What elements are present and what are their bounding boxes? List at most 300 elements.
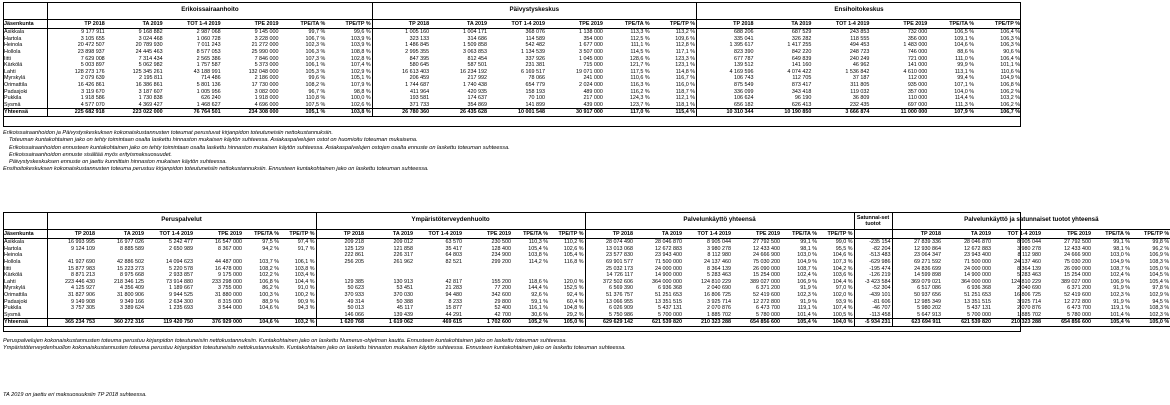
cell-value: 27 792 500 [1064, 239, 1092, 246]
total-value: 26 780 360 [372, 109, 430, 117]
cell-value: 354 000 [583, 35, 603, 42]
cell-value: 1 757 587 [196, 62, 221, 69]
cell-value: 23 577 830 [585, 252, 634, 259]
cell-value: 314 686 [467, 35, 488, 42]
cell-value: 139 512 [697, 62, 755, 69]
cell-value: 114,8 % [675, 68, 695, 75]
cell-value: 51 376 757 [585, 292, 634, 299]
cell-value: 5 283 463 [707, 272, 732, 279]
cell-value: 2 040 690 [707, 285, 732, 292]
member-name: Asikkala [4, 239, 25, 246]
cell-value: 141 000 [907, 62, 928, 69]
column-header: TOT 1-4 2019 [812, 20, 870, 29]
cell-value: 337 926 [525, 55, 545, 62]
cell-value: 106,3 % [305, 48, 326, 55]
cell-value: 104,2 % [832, 265, 853, 272]
cell-value: 2 987 068 [196, 29, 221, 36]
cell-value: 26 090 000 [753, 265, 781, 272]
cell-value: 19 071 000 [575, 68, 603, 75]
cell-value: 7 314 434 [138, 55, 163, 62]
cell-value: 16 806 725 [1014, 291, 1042, 298]
cell-value [316, 265, 365, 272]
cell-value: 847 395 [372, 55, 430, 62]
cell-value: 27 792 500 [753, 239, 781, 246]
member-name: Padasjoki [4, 298, 28, 305]
cell-value: 5 003 897 [48, 62, 106, 69]
cell-value: 124,3 % [629, 95, 650, 102]
cell-value: 119,1 % [1110, 305, 1131, 312]
column-header: TOT 1-4 2019 [145, 230, 194, 239]
cell-value: 108,3 % [1149, 305, 1170, 312]
column-header: TPE 2019 [194, 230, 243, 239]
cell-value [96, 312, 145, 319]
cell-value: 17 730 000 [251, 81, 279, 88]
cell-value: 714 486 [201, 75, 221, 82]
column-header: TPE/TA % [604, 20, 651, 29]
column-header-member: Jäsenkunta [3, 20, 48, 29]
table-row [3, 75, 1021, 82]
cell-value: 102,6 % [350, 101, 371, 108]
cell-value: -235 154 [854, 239, 892, 246]
cell-value: 104,6 % [259, 305, 279, 312]
table-row [3, 82, 1021, 89]
cell-value: 20 789 930 [135, 42, 163, 49]
cell-value: 256 205 [316, 259, 365, 266]
member-name: Hartola [4, 35, 22, 42]
cell-value: 71 500 000 [964, 258, 992, 265]
cell-value: 16 478 000 [215, 265, 242, 272]
column-header: TP 2018 [372, 20, 430, 29]
column-header [854, 230, 892, 239]
group-header-2: Päivystyskeskus [372, 2, 696, 20]
table-row [3, 292, 1170, 299]
cell-value: 1 468 627 [196, 101, 221, 108]
cell-value [549, 265, 585, 272]
cell-value: 721 000 [907, 55, 928, 62]
cell-value: 51 251 653 [964, 291, 992, 298]
cell-value: 63 570 [445, 239, 462, 246]
cell-value: 103,9 % [350, 35, 371, 42]
cell-value: 70 100 [528, 95, 545, 102]
cell-value: 3 755 000 [218, 285, 242, 292]
cell-value: 209 012 [393, 239, 413, 246]
cell-value: 5 062 982 [138, 62, 163, 69]
cell-value: 222 861 [316, 252, 365, 259]
column-header: TPE/TA % [781, 230, 818, 239]
cell-value: 52 400 [494, 305, 511, 312]
cell-value: 102,3 % [1149, 311, 1170, 318]
cell-value: 370 933 [316, 292, 365, 299]
cell-value: 746 000 [907, 48, 928, 55]
cell-value: 5 700 000 [658, 311, 683, 318]
table-row [3, 88, 1021, 95]
cell-value: 823 390 [697, 49, 755, 56]
cell-value: 12 930 864 [892, 246, 942, 253]
cell-value: 357 000 [907, 88, 928, 95]
cell-value: 13 066 955 [585, 298, 634, 305]
cell-value: 15 254 000 [1064, 272, 1092, 279]
cell-value: 124 810 229 [1011, 278, 1042, 285]
cell-value: 8 905 044 [1017, 239, 1042, 246]
cell-value: 108,7 % [1110, 265, 1131, 272]
total-value: 210 323 288 [992, 319, 1042, 327]
cell-value: 6 473 700 [1067, 305, 1092, 312]
cell-value: 6 936 368 [658, 285, 683, 292]
cell-value: -126 219 [854, 272, 892, 279]
cell-value: 104,8 % [563, 305, 584, 312]
cell-value: 29,2 % [566, 311, 584, 318]
cell-value: 626 413 [791, 101, 812, 108]
cell-value: 16 806 725 [704, 291, 732, 298]
table-row [3, 62, 1021, 69]
table-row [3, 272, 1170, 279]
cell-value: 91,9 % [1113, 298, 1131, 305]
cell-value: 97,0 % [835, 285, 853, 292]
cell-value: 4 074 422 [787, 68, 812, 75]
cell-value: 129 385 [316, 279, 365, 286]
cell-value: 106,9 % [797, 278, 818, 285]
member-name: Hartola [4, 245, 22, 252]
note-line: Erikoissairaanhoidon ennuste sisältää myös erityismaksuosuudet. [9, 151, 172, 158]
column-header: TA 2019 [365, 230, 414, 239]
cell-value: 104,4 % [294, 278, 315, 285]
cell-value: 3 119 670 [48, 88, 106, 95]
cell-value: 106,1 % [305, 62, 326, 69]
cell-value: 8 112 980 [1017, 252, 1042, 259]
cell-value: 108,7 % [797, 265, 818, 272]
cell-value: 99,8 % [1152, 239, 1170, 246]
total-value: 107,9 % [928, 109, 975, 117]
cell-value: 106 743 [697, 75, 755, 82]
cell-value: 104,4 % [832, 278, 853, 285]
cell-value: 95,5 % [835, 245, 853, 252]
cell-value: 107,9 % [350, 81, 371, 88]
cell-value: 21 272 000 [251, 42, 279, 49]
total-value: 104,6 % [243, 319, 280, 327]
cell-value: 20 472 507 [48, 42, 106, 49]
cell-value: 98,1 % [800, 245, 818, 252]
cell-value: 28 046 870 [655, 239, 683, 246]
cell-value: 389 027 000 [750, 278, 781, 285]
cell-value: 111,1 % [630, 42, 650, 49]
total-row [3, 109, 1021, 117]
cell-value: 6 473 700 [756, 305, 781, 312]
column-header: TP 2018 [48, 20, 106, 29]
cell-value: 101,1 % [1000, 62, 1020, 69]
table-row [3, 259, 1170, 266]
cell-value: 102,8 % [350, 55, 371, 62]
cell-value: 372 502 606 [585, 279, 634, 286]
cell-value: 37 187 [852, 75, 870, 82]
cell-value: 103,7 % [259, 258, 279, 265]
cell-value: 100,3 % [259, 291, 279, 298]
table-row [3, 95, 1021, 102]
cell-value: 489 000 [583, 88, 603, 95]
cell-value: 12 272 800 [1064, 298, 1092, 305]
note-line: Ensihoitokeskuksen kokonaiskustannusten toteuma perustuu kirjanpidon toteutuneisiin nettokustannuksiin. Ennusteen kuntakohtainen jako on laskettu toteuman suhteessa. [3, 166, 429, 173]
total-value: 103,8 % [326, 109, 372, 117]
cell-value: 106,5 % [954, 29, 975, 36]
column-header: TP 2018 [585, 230, 634, 239]
cell-value [280, 252, 316, 259]
column-header: TPE/TP % [280, 230, 316, 239]
cell-value: 28 074 490 [585, 239, 634, 246]
column-header: TOT 1-4 2019 [992, 230, 1042, 239]
cell-value: 3 507 000 [578, 48, 603, 55]
cell-value: 106,4 % [1000, 29, 1020, 36]
cell-value: 3 925 714 [1017, 298, 1042, 305]
cell-value: 103,4 % [294, 272, 315, 279]
cell-value: 73 914 880 [166, 278, 193, 285]
cell-value: 9 145 000 [254, 29, 279, 36]
cell-value: 226 317 [393, 252, 413, 259]
cell-value [47, 252, 96, 259]
cell-value [512, 265, 549, 272]
cell-value: 91,9 % [1113, 285, 1131, 292]
cell-value: 9 124 109 [47, 246, 96, 253]
cell-value: 90,6 % [1003, 48, 1020, 55]
cell-value: 8 233 [448, 298, 462, 305]
cell-value: 144,4 % [528, 285, 548, 292]
cell-value: 326 282 [791, 35, 812, 42]
cell-value: 104,9 % [1000, 75, 1020, 82]
cell-value: 1 486 845 [372, 42, 430, 49]
cell-value: 231 381 [525, 62, 545, 69]
cell-value [243, 252, 280, 259]
cell-value: 31 880 000 [215, 291, 242, 298]
cell-value: 94,3 % [297, 305, 315, 312]
table-row [3, 305, 1170, 312]
notes-top [3, 130, 510, 174]
cell-value: 3 228 000 [254, 35, 279, 42]
cell-value: 99,1 % [1113, 239, 1131, 246]
total-value: 654 856 600 [1042, 319, 1092, 327]
cell-value: 174 637 [467, 95, 488, 102]
cell-value: 118,7 % [675, 88, 695, 95]
column-header-member: Jäsenkunta [3, 230, 47, 239]
cell-value: 113,1 % [954, 68, 975, 75]
cell-value: 27 839 336 [892, 239, 942, 246]
cell-value: 9 175 000 [218, 272, 242, 279]
table-row [3, 265, 1170, 272]
cell-value: 108,8 % [350, 48, 371, 55]
cell-value: 98,8 % [353, 88, 371, 95]
cell-value: 45 117 [396, 305, 413, 312]
note-line: Erikoissairaanhoidon ja Päivystyskeskuksen kokonaiskustannusten toteumat perustuvat kirjanpidon toteutuneisiin nettokustannuksiin. [3, 130, 333, 136]
total-value: 104,0 % [818, 319, 854, 327]
cell-value: 14 900 000 [655, 272, 683, 279]
cell-value: 8 112 980 [707, 252, 732, 259]
cell-value: 1 677 000 [578, 42, 603, 49]
cell-value: 104,9 % [1110, 258, 1131, 265]
total-value: 623 694 911 [892, 319, 942, 327]
cell-value: 24 836 699 [892, 265, 942, 272]
cell-value: 130 913 [393, 278, 413, 285]
cell-value: 106,3 % [1000, 42, 1020, 49]
cell-value: 105,4 % [528, 245, 548, 252]
cell-value: 370 030 [393, 291, 413, 298]
cell-value: 106,8 % [1000, 81, 1020, 88]
member-name: Padasjoki [4, 88, 28, 95]
column-header: TPE 2019 [546, 20, 604, 29]
cell-value: 75 030 200 [753, 258, 781, 265]
cell-value: 114,5 % [630, 48, 650, 55]
cell-value [414, 265, 463, 272]
cell-value: 1 536 842 [845, 68, 870, 75]
column-header: TA 2019 [942, 230, 992, 239]
cell-value: 12 672 883 [655, 245, 683, 252]
member-name: Pukkila [4, 95, 22, 102]
cell-value: 2 995 355 [372, 49, 430, 56]
cell-value: 16 993 995 [47, 239, 96, 246]
cell-value: 118 555 [850, 35, 870, 42]
column-header: TPE/TP % [818, 230, 854, 239]
total-value: 119 420 750 [145, 319, 194, 327]
cell-value: 9 149 908 [47, 298, 96, 305]
cell-value: 8 577 053 [196, 48, 221, 55]
cell-value [145, 312, 194, 319]
cell-value: 369 079 021 [892, 279, 942, 286]
cell-value: 335 041 [697, 36, 755, 43]
total-value: 234 308 000 [222, 109, 280, 117]
cell-value: 9 177 911 [48, 29, 106, 36]
cell-value: 104,6 % [832, 252, 853, 259]
cell-value: 106,1 % [294, 258, 315, 265]
total-value: 1 702 600 [463, 319, 512, 327]
cell-value: 4 369 427 [138, 101, 163, 108]
cell-value: 715 000 [583, 62, 603, 69]
cell-value: 8 871 213 [47, 272, 96, 279]
cell-value: 102,4 % [1110, 272, 1131, 279]
cell-value: 23 898 937 [48, 49, 106, 56]
cell-value: 106,7 % [305, 35, 326, 42]
cell-value: 5 220 578 [169, 265, 193, 272]
cell-value: 96,7 % [308, 88, 326, 95]
cell-value: 118,1 % [675, 101, 695, 108]
cell-value: 52 419 600 [753, 291, 781, 298]
cell-value: 110 000 [908, 95, 928, 102]
cell-value: 31 827 906 [47, 292, 96, 299]
cell-value: 8 975 668 [120, 272, 144, 279]
cell-value [47, 312, 96, 319]
cell-value: 128 400 [491, 245, 511, 252]
cell-value: 104,6 % [954, 42, 975, 49]
cell-value: 116,8 % [564, 258, 584, 265]
total-value: 1 620 768 [316, 319, 365, 327]
cell-value: 111,0 % [955, 55, 975, 62]
cell-value: 24 666 900 [753, 252, 781, 259]
total-value: 76 764 501 [164, 109, 222, 117]
cell-value: 141 899 [525, 101, 545, 108]
cell-value: 3 024 468 [138, 35, 163, 42]
cell-value: 30,6 % [531, 311, 548, 318]
cell-value: 97,5 % [262, 239, 279, 246]
cell-value: 5 437 131 [967, 305, 992, 312]
total-value: 106,7 % [975, 109, 1021, 117]
table-row [3, 55, 1021, 62]
cell-value: 24 137 460 [704, 258, 732, 265]
column-header: TPE 2019 [1042, 230, 1092, 239]
cell-value: 51 251 653 [655, 291, 683, 298]
cell-value: 99,4 % [957, 75, 975, 82]
cell-value: 106,4 % [1000, 55, 1020, 62]
cell-value: 116,3 % [630, 81, 650, 88]
cell-value: 842 220 [791, 48, 812, 55]
cell-value: 13 351 515 [655, 298, 683, 305]
note-line: Peruspalvelujen kokonaiskustannusten toteuma perustuu kirjanpidon toteutuneisiin nettokustannuksiin. Kuntakohtainen jako on laskettu Numerus-ohjelman kautta. Ennusteen kuntakohtainen jako on laskettu toteuman suhteessa. [3, 338, 568, 344]
cell-value: 7 011 243 [197, 42, 221, 49]
cell-value: 24 137 460 [1014, 258, 1042, 265]
notes-bottom [3, 338, 626, 353]
cell-value: 9 168 882 [138, 29, 163, 36]
cell-value: 2 195 811 [139, 75, 163, 82]
cell-value: 13 351 515 [964, 298, 992, 305]
cell-value: 193 581 [372, 95, 430, 102]
cell-value: 343 418 [791, 88, 812, 95]
cell-value: 90,9 % [297, 298, 315, 305]
cell-value: 123,1 % [675, 62, 695, 69]
cell-value: 3 980 278 [1017, 245, 1042, 252]
total-value: 26 435 628 [430, 109, 488, 117]
cell-value: 114,2 % [528, 258, 548, 265]
cell-value: 1 509 858 [463, 42, 488, 49]
cell-value: 103,0 % [1110, 252, 1131, 259]
cell-value: 14 094 623 [166, 258, 193, 265]
cell-value [414, 272, 463, 279]
total-value: 210 323 288 [683, 319, 732, 327]
cell-value: 146 066 [316, 312, 365, 319]
cell-value: 4 356 409 [120, 285, 144, 292]
member-name: Heinola [4, 252, 23, 259]
cell-value: 16 234 192 [460, 68, 488, 75]
cell-value [194, 252, 243, 259]
cell-value: 8 885 589 [120, 245, 144, 252]
cell-value: 16 386 861 [135, 81, 163, 88]
cell-value: 110,6 % [1000, 68, 1020, 75]
note-line: Ympäristöterveydenhuollon kokonaiskustannusten toteuma perustuu kirjanpidon toteutuneisiin nettokustannuksiin. Kuntakohtainen jako on laskettu hinnaston mukaisen käytön suhteessa. Ennusteen kuntakohtainen jako on laskettu toteuman suhteessa. [3, 345, 626, 352]
cell-value: 1 005 956 [196, 88, 221, 95]
cell-value: 46 962 [852, 62, 870, 69]
cell-value: 100,2 % [294, 291, 315, 298]
cell-value: 120,0 % [563, 278, 584, 285]
member-name: Sysmä [4, 101, 21, 108]
cell-value: 99,0 % [835, 239, 853, 246]
cell-value: 1 918 000 [254, 95, 279, 102]
cell-value: 102,3 % [1110, 291, 1131, 298]
cell-value: 42 700 [494, 311, 511, 318]
group-header-3: Palvelunkäyttö yhteensä [585, 212, 854, 230]
table-row [3, 239, 1170, 246]
cell-value: 323 133 [372, 36, 430, 43]
cell-value: 26 090 000 [1064, 265, 1092, 272]
cell-value: 649 839 [791, 55, 812, 62]
cell-value: 92,4 % [566, 291, 584, 298]
cell-value: 5 750 986 [585, 312, 634, 319]
cell-value: 113,2 % [675, 29, 695, 36]
cell-value: 102,6 % [563, 245, 584, 252]
cell-value: 2 070 876 [707, 305, 732, 312]
cell-value: 99,6 % [308, 75, 326, 82]
member-name: Myrskylä [4, 75, 26, 82]
cell-value: 75 030 200 [1064, 258, 1092, 265]
total-value: 105,4 % [1092, 319, 1131, 327]
cell-value [243, 312, 280, 319]
cell-value: -81 606 [854, 298, 892, 305]
cell-value [145, 252, 194, 259]
cell-value: 7 846 000 [254, 55, 279, 62]
cell-value: 2 040 690 [1017, 285, 1042, 292]
member-name: Iitti [4, 265, 11, 272]
